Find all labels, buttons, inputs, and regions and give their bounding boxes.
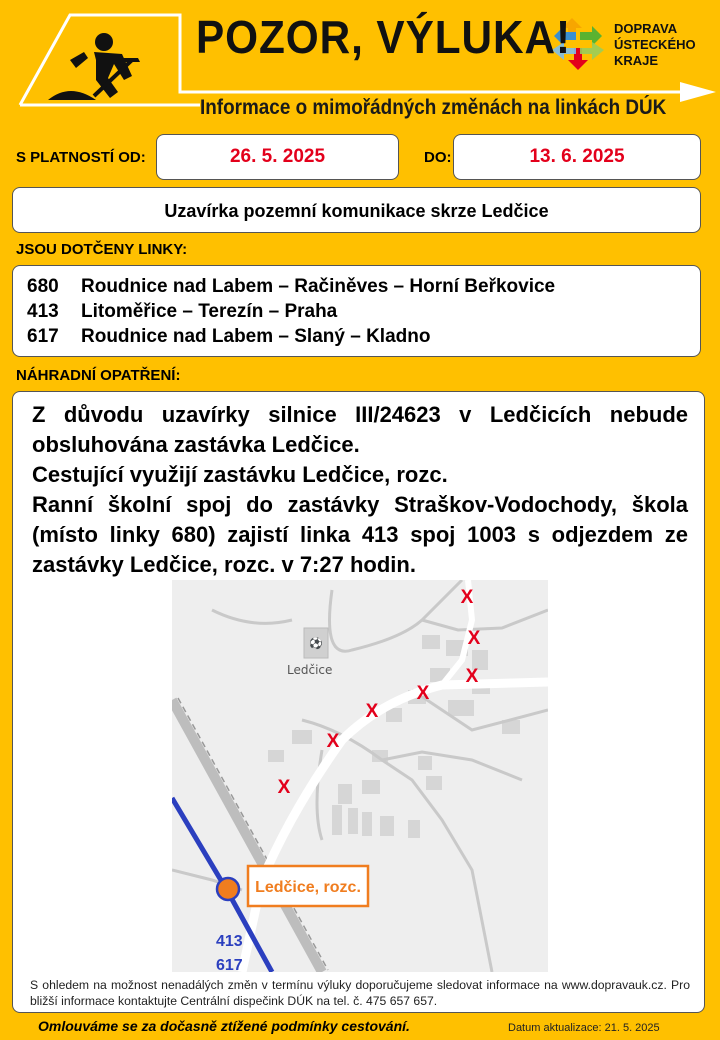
measures-text	[32, 400, 688, 580]
closure-x-mark: X	[416, 683, 430, 704]
logo-line: DOPRAVA	[614, 21, 678, 36]
update-date: Datum aktualizace: 21. 5. 2025	[508, 1022, 660, 1034]
closure-x-mark: X	[467, 628, 481, 649]
stop-marker-icon	[217, 878, 239, 900]
page-subtitle: Informace o mimořádných změnách na linkách DÚK	[200, 96, 667, 119]
lines-box	[12, 265, 701, 357]
list-item	[27, 326, 430, 348]
list-item	[27, 276, 555, 298]
logo-text	[614, 21, 696, 69]
valid-to-label: DO:	[424, 149, 452, 166]
valid-from-date: 26. 5. 2025	[156, 134, 399, 180]
measures-label: NÁHRADNÍ OPATŘENÍ:	[16, 367, 181, 384]
footer-note: S ohledem na možnost nenadálých změn v termínu výluky doporučujeme sledovat informace na www.dopravauk.cz. Pro bližší informace kontaktujte Centrální dispečink DÚK na tel. č. 475 657 657.	[30, 978, 690, 1008]
footer-apology: Omlouváme se za dočasně ztížené podmínky cestování.	[38, 1018, 410, 1034]
line-route: Roudnice nad Labem – Slaný – Kladno	[81, 326, 431, 347]
logo-line: ÚSTECKÉHO	[614, 37, 696, 52]
closure-x-mark: X	[465, 666, 479, 687]
stop-label: Ledčice, rozc.	[255, 879, 361, 896]
logo-line: KRAJE	[614, 53, 659, 68]
closure-x-mark: X	[326, 731, 340, 752]
closure-x-mark: X	[460, 587, 474, 608]
line-number: 680	[27, 276, 59, 297]
page-title: POZOR, VÝLUKA!	[196, 11, 571, 63]
lines-label: JSOU DOTČENY LINKY:	[16, 241, 188, 258]
list-item	[27, 301, 337, 323]
village-label: Ledčice	[287, 663, 333, 677]
valid-from-label: S PLATNOSTÍ OD:	[16, 149, 146, 166]
measure-paragraph: Ranní školní spoj do zastávky Straškov-Vodochody, škola (místo linky 680) zajistí linka 413 spoj 1003 s odjezdem ze zastávky Ledčice, rozc. v 7:27 hodin.	[32, 492, 688, 577]
closure-x-mark: X	[277, 777, 291, 798]
line-route: Litoměřice – Terezín – Praha	[81, 301, 338, 322]
measure-paragraph: Z důvodu uzavírky silnice III/24623 v Ledčicích nebude obsluhována zastávka Ledčice.	[32, 402, 688, 457]
line-number: 413	[27, 301, 59, 322]
road-worker-icon	[48, 33, 140, 100]
line-number: 617	[27, 326, 59, 347]
closure-title: Uzavírka pozemní komunikace skrze Ledčice	[12, 187, 701, 233]
map-line-label: 413	[216, 933, 243, 950]
line-route: Roudnice nad Labem – Račiněves – Horní Beřkovice	[81, 276, 556, 297]
valid-to-date: 13. 6. 2025	[453, 134, 701, 180]
closure-x-mark: X	[365, 701, 379, 722]
measure-paragraph: Cestující využijí zastávku Ledčice, rozc.	[32, 462, 448, 487]
svg-text:⚽: ⚽	[309, 637, 323, 650]
closure-map	[172, 580, 548, 972]
map-line-label: 617	[216, 957, 243, 972]
